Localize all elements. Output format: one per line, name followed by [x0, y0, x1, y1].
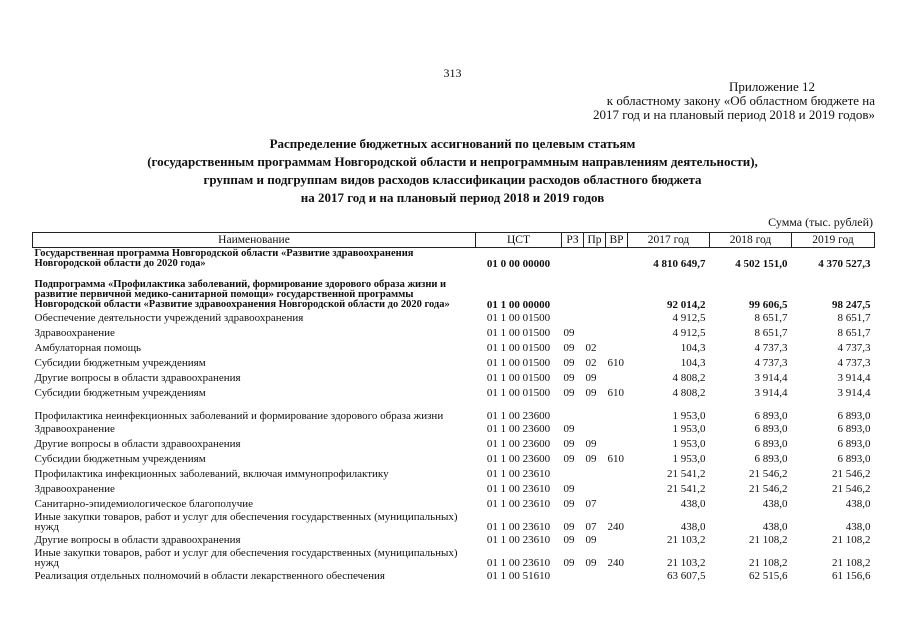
row-2019: 98 247,5	[832, 299, 871, 311]
row-vr: 240	[607, 521, 624, 533]
row-pr	[584, 400, 606, 421]
row-cst: 01 1 00 23600	[486, 453, 551, 465]
table-row	[33, 436, 875, 451]
row-2018: 6 893,0	[754, 410, 788, 422]
row-name: Реализация отдельных полномочий в области лекарственного обеспечения	[34, 570, 385, 582]
row-name: Другие вопросы в области здравоохранения	[34, 438, 241, 450]
row-name: Субсидии бюджетным учреждениям	[34, 387, 206, 399]
table-row	[33, 385, 875, 400]
row-name: Амбулаторная помощь	[34, 342, 142, 354]
row-2019: 21 546,2	[832, 483, 871, 495]
row-pr: 09	[585, 387, 597, 399]
row-2018: 21 108,2	[749, 534, 788, 546]
row-name: Профилактика инфекционных заболеваний, включая иммунопрофилактику	[34, 468, 389, 480]
row-pr: 07	[585, 521, 597, 533]
header-vr: ВР	[606, 233, 628, 248]
row-pr	[584, 466, 606, 481]
table-row	[33, 466, 875, 481]
row-2017: 4 810 649,7	[653, 258, 706, 270]
page-number: 313	[443, 66, 462, 80]
row-cst: 01 1 00 23610	[486, 557, 551, 569]
row-2017: 21 541,2	[667, 483, 706, 495]
row-2019: 6 893,0	[837, 438, 871, 450]
row-2019: 4 370 527,3	[818, 258, 871, 270]
row-2019: 61 156,6	[832, 570, 871, 582]
table-row	[33, 248, 875, 270]
row-2017: 4 808,2	[672, 387, 706, 399]
row-rz	[562, 568, 584, 583]
row-vr	[606, 325, 628, 340]
row-name: Здравоохранение	[34, 483, 115, 495]
row-2019: 438,0	[845, 521, 871, 533]
row-2017: 21 103,2	[667, 557, 706, 569]
table-row	[33, 547, 875, 568]
row-vr	[606, 436, 628, 451]
header-2019: 2019 год	[792, 233, 875, 248]
row-vr	[606, 370, 628, 385]
row-vr: 610	[607, 387, 624, 399]
row-rz: 09	[563, 423, 575, 435]
row-vr	[606, 269, 628, 310]
row-2019: 4 737,3	[837, 357, 871, 369]
row-vr: 240	[607, 557, 624, 569]
row-rz	[562, 400, 584, 421]
row-2017: 4 912,5	[672, 312, 706, 324]
row-rz	[562, 466, 584, 481]
row-rz: 09	[563, 342, 575, 354]
row-cst: 01 1 00 23610	[486, 534, 551, 546]
row-2019: 6 893,0	[837, 453, 871, 465]
row-2018: 21 108,2	[749, 557, 788, 569]
row-name: Иные закупки товаров, работ и услуг для обеспечения государственных (муниципальных) нужд	[34, 511, 458, 533]
row-2018: 4 737,3	[754, 357, 788, 369]
row-cst: 01 1 00 23610	[486, 468, 551, 480]
row-pr	[584, 481, 606, 496]
row-2019: 8 651,7	[837, 327, 871, 339]
row-name: Субсидии бюджетным учреждениям	[34, 453, 206, 465]
title-line-3: группам и подгруппам видов расходов классификации расходов областного бюджета	[203, 172, 702, 187]
header-2017: 2017 год	[628, 233, 710, 248]
units-label: Сумма (тыс. рублей)	[768, 215, 873, 229]
table-header-row	[33, 233, 875, 248]
row-rz	[562, 310, 584, 325]
row-cst: 01 1 00 23610	[486, 483, 551, 495]
row-vr	[606, 400, 628, 421]
row-2017: 1 953,0	[672, 410, 706, 422]
header-rz: РЗ	[562, 233, 584, 248]
document-title	[40, 135, 865, 207]
row-pr	[584, 325, 606, 340]
row-cst: 01 1 00 01500	[486, 387, 551, 399]
row-2018: 99 606,5	[749, 299, 788, 311]
row-2017: 1 953,0	[672, 453, 706, 465]
table-row	[33, 481, 875, 496]
appendix-line-3: 2017 год и на плановый период 2018 и 2019 годов»	[593, 107, 875, 122]
table-row	[33, 325, 875, 340]
budget-table	[32, 232, 875, 583]
row-pr: 09	[585, 372, 597, 384]
row-rz: 09	[563, 498, 575, 510]
row-pr	[584, 310, 606, 325]
row-2018: 6 893,0	[754, 423, 788, 435]
row-vr	[606, 466, 628, 481]
row-cst: 01 1 00 01500	[486, 312, 551, 324]
row-vr: 610	[607, 453, 624, 465]
title-line-1: Распределение бюджетных ассигнований по целевым статьям	[269, 136, 636, 151]
row-pr: 09	[585, 438, 597, 450]
row-name: Здравоохранение	[34, 327, 115, 339]
row-2018: 62 515,6	[749, 570, 788, 582]
table-row	[33, 421, 875, 436]
row-cst: 01 1 00 23610	[486, 521, 551, 533]
row-rz: 09	[563, 557, 575, 569]
row-rz: 09	[563, 438, 575, 450]
row-rz: 09	[563, 387, 575, 399]
row-2018: 21 546,2	[749, 468, 788, 480]
row-2019: 3 914,4	[837, 372, 871, 384]
row-pr	[584, 248, 606, 270]
row-2018: 438,0	[762, 521, 788, 533]
row-pr: 07	[585, 498, 597, 510]
row-pr: 09	[585, 534, 597, 546]
row-rz	[562, 248, 584, 270]
header-2018: 2018 год	[710, 233, 792, 248]
row-rz: 09	[563, 534, 575, 546]
row-name: Другие вопросы в области здравоохранения	[34, 534, 241, 546]
row-pr: 09	[585, 453, 597, 465]
row-pr: 09	[585, 557, 597, 569]
row-2018: 3 914,4	[754, 387, 788, 399]
row-vr: 610	[607, 357, 624, 369]
table-row	[33, 511, 875, 532]
row-2017: 438,0	[680, 498, 706, 510]
row-2018: 438,0	[762, 498, 788, 510]
row-2017: 4 808,2	[672, 372, 706, 384]
row-2019: 8 651,7	[837, 312, 871, 324]
row-name: Другие вопросы в области здравоохранения	[34, 372, 241, 384]
appendix-header	[530, 80, 875, 122]
table-row	[33, 496, 875, 511]
row-rz: 09	[563, 453, 575, 465]
appendix-line-2: к областному закону «Об областном бюджете на	[606, 93, 875, 108]
row-vr	[606, 481, 628, 496]
row-cst: 01 0 00 00000	[486, 258, 551, 270]
row-2017: 63 607,5	[667, 570, 706, 582]
row-2017: 104,3	[680, 357, 706, 369]
table-row	[33, 340, 875, 355]
row-vr	[606, 248, 628, 270]
row-cst: 01 1 00 23600	[486, 410, 551, 422]
row-2019: 4 737,3	[837, 342, 871, 354]
row-2018: 6 893,0	[754, 438, 788, 450]
row-2019: 21 546,2	[832, 468, 871, 480]
row-name: Субсидии бюджетным учреждениям	[34, 357, 206, 369]
table-row	[33, 400, 875, 421]
row-2017: 92 014,2	[667, 299, 706, 311]
row-vr	[606, 496, 628, 511]
row-pr	[584, 568, 606, 583]
row-2017: 1 953,0	[672, 438, 706, 450]
row-2017: 438,0	[680, 521, 706, 533]
row-pr: 02	[585, 342, 597, 354]
row-2017: 4 912,5	[672, 327, 706, 339]
row-2019: 6 893,0	[837, 423, 871, 435]
table-row	[33, 568, 875, 583]
row-vr	[606, 568, 628, 583]
row-pr: 02	[585, 357, 597, 369]
row-2018: 3 914,4	[754, 372, 788, 384]
title-line-4: на 2017 год и на плановый период 2018 и 2019 годов	[300, 190, 605, 205]
row-rz: 09	[563, 521, 575, 533]
row-vr	[606, 310, 628, 325]
row-2018: 4 502 151,0	[735, 258, 788, 270]
row-2017: 1 953,0	[672, 423, 706, 435]
row-rz: 09	[563, 327, 575, 339]
row-2019: 3 914,4	[837, 387, 871, 399]
row-2019: 438,0	[845, 498, 871, 510]
row-name: Иные закупки товаров, работ и услуг для обеспечения государственных (муниципальных) нужд	[34, 547, 458, 569]
row-2017: 104,3	[680, 342, 706, 354]
row-cst: 01 1 00 23600	[486, 438, 551, 450]
row-2017: 21 541,2	[667, 468, 706, 480]
row-2019: 6 893,0	[837, 410, 871, 422]
row-2018: 4 737,3	[754, 342, 788, 354]
title-line-2: (государственным программам Новгородской области и непрограммным направлениям деятельности),	[147, 154, 758, 169]
row-rz	[562, 269, 584, 310]
row-name: Здравоохранение	[34, 423, 115, 435]
row-pr	[584, 421, 606, 436]
header-pr: Пр	[584, 233, 606, 248]
table-row	[33, 355, 875, 370]
table-row	[33, 269, 875, 310]
row-name: Государственная программа Новгородской области «Развитие здравоохранения Новгородской области до 2020 года»	[34, 248, 414, 269]
table-row	[33, 370, 875, 385]
row-name: Санитарно-эпидемиологическое благополучие	[34, 498, 254, 510]
row-vr	[606, 340, 628, 355]
header-name: Наименование	[33, 233, 476, 248]
row-name: Профилактика неинфекционных заболеваний и формирование здорового образа жизни	[34, 410, 444, 422]
row-cst: 01 1 00 01500	[486, 357, 551, 369]
row-2018: 6 893,0	[754, 453, 788, 465]
table-row	[33, 451, 875, 466]
row-rz: 09	[563, 357, 575, 369]
row-2018: 8 651,7	[754, 312, 788, 324]
appendix-line-1: Приложение 12	[728, 79, 815, 94]
row-name: Обеспечение деятельности учреждений здравоохранения	[34, 312, 304, 324]
table-row	[33, 532, 875, 547]
row-vr	[606, 532, 628, 547]
row-rz: 09	[563, 483, 575, 495]
row-2019: 21 108,2	[832, 557, 871, 569]
table-row	[33, 310, 875, 325]
row-cst: 01 1 00 51610	[486, 570, 551, 582]
row-2017: 21 103,2	[667, 534, 706, 546]
row-2018: 21 546,2	[749, 483, 788, 495]
row-cst: 01 1 00 23610	[486, 498, 551, 510]
row-cst: 01 1 00 01500	[486, 327, 551, 339]
row-cst: 01 1 00 23600	[486, 423, 551, 435]
row-2018: 8 651,7	[754, 327, 788, 339]
row-cst: 01 1 00 01500	[486, 372, 551, 384]
header-cst: ЦСТ	[476, 233, 562, 248]
row-pr	[584, 269, 606, 310]
row-rz: 09	[563, 372, 575, 384]
row-cst: 01 1 00 01500	[486, 342, 551, 354]
row-2019: 21 108,2	[832, 534, 871, 546]
row-name: Подпрограмма «Профилактика заболеваний, формирование здорового образа жизни и развитие первичной медико-санитарной помощи» государственной программы Новгородской области «Развитие здравоохранения Новгородской области до 2020 года»	[34, 279, 450, 310]
row-cst: 01 1 00 00000	[486, 299, 551, 311]
row-vr	[606, 421, 628, 436]
